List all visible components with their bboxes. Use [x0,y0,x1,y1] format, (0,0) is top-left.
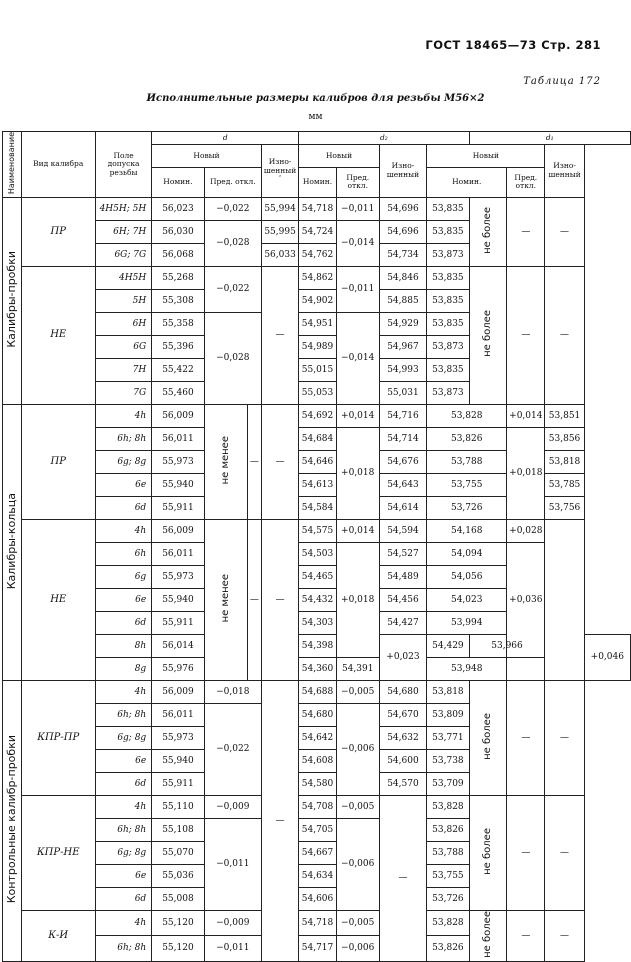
d1-deviation: +0,036 [507,542,545,657]
d1-deviation: +0,018 [507,427,545,519]
d1-notmore-3-text: не более [481,712,493,760]
tolerance-field: 6G [95,335,151,358]
gauge-kind: КПР-ПР [21,680,95,795]
d-nominal: 55,940 [152,749,205,772]
d-notless-2 [204,519,247,680]
d-nominal: 55,911 [152,772,205,795]
d2-deviation: +0,018 [336,427,379,519]
d-nominal: 55,911 [152,496,205,519]
d1-nominal: 53,788 [427,841,469,864]
d-nominal: 56,011 [152,427,205,450]
d2-worn: 54,600 [379,749,427,772]
d2-worn: 54,846 [379,266,427,289]
d2-worn: 54,391 [336,657,379,680]
d1-nominal: 54,023 [427,588,507,611]
d-worn-dash: — [261,266,298,404]
d-nominal: 55,070 [152,841,205,864]
d1-notmore-4-text: не более [481,827,493,875]
group-control-text: Контрольные калибр-пробки [4,734,18,904]
d2-deviation: −0,005 [336,910,379,935]
d1-notmore-2 [469,266,507,404]
d1-nominal: 53,835 [427,289,469,312]
d2-deviation: −0,006 [336,936,379,961]
d2-deviation: −0,006 [336,818,379,910]
tolerance-field: 4H5H; 5H [95,197,151,220]
d-worn-dash: — [261,404,298,519]
tolerance-field: 6h [95,542,151,565]
d2-nominal: 54,360 [299,657,337,680]
d-worn-dash: — [261,680,298,961]
d2-nominal: 54,580 [299,772,337,795]
d1-worn-empty [545,519,584,680]
d2-worn: 54,967 [379,335,427,358]
d1-nominal: 53,948 [427,657,507,680]
d2-nominal: 54,503 [299,542,337,565]
d1-worn: 53,851 [545,404,584,427]
d-deviation: −0,022 [204,266,261,312]
d1-nominal: 53,826 [427,818,469,841]
d1-nominal: 53,771 [427,726,469,749]
units-label: мм [308,112,323,122]
tolerance-field: 6d [95,887,151,910]
d2-worn: 54,680 [379,680,427,703]
d-dash: — [247,404,261,519]
d1-worn-header: Изно- шенный [545,145,584,198]
d2-col-header: d₂ [299,132,469,145]
d1-nominal: 53,826 [427,936,469,961]
d-deviation: −0,009 [204,910,261,935]
d-worn: 56,033 [261,243,298,266]
table-row [3,266,631,289]
d1-worn-dash: — [545,910,584,961]
d1-nominal: 53,826 [427,427,507,450]
d-nominal: 55,973 [152,565,205,588]
d-nominal: 55,358 [152,312,205,335]
d2-worn: 54,456 [379,588,427,611]
d1-nominal: 53,835 [427,220,469,243]
d1-worn-dash: — [545,197,584,266]
d-notless-1-text: не менее [219,435,231,485]
kind-col-header: Вид калибра [21,132,95,198]
d1-notmore-4 [469,795,507,910]
name-col-header: Наименование [3,132,22,198]
d-deviation: −0,011 [204,818,261,910]
tolerance-field: 6d [95,611,151,634]
d2-worn: 54,614 [379,496,427,519]
d2-nominal: 54,724 [299,220,337,243]
d2-new-header: Новый [299,145,379,168]
tolerance-field: 6g; 8g [95,841,151,864]
d2-deviation: −0,005 [336,795,379,818]
d2-worn: 54,632 [379,726,427,749]
d-notless-2-text: не менее [219,573,231,623]
d-nominal: 55,308 [152,289,205,312]
d-limit-header: Пред. откл. [204,167,261,197]
d-nominal: 55,108 [152,818,205,841]
table-row [3,542,631,565]
d2-worn: 54,696 [379,220,427,243]
d1-nominal: 53,738 [427,749,469,772]
d-nominal: 56,009 [152,519,205,542]
d2-deviation: +0,023 [379,634,427,680]
d1-nominal: 53,873 [427,335,469,358]
d2-nominal: 54,613 [299,473,337,496]
d1-limit-dash: — [507,680,545,795]
d-nominal: 55,110 [152,795,205,818]
table-row [3,404,631,427]
gauge-dimensions-table [2,131,631,962]
table-row [3,657,631,680]
tolerance-field: 6e [95,473,151,496]
d2-nominal: 54,303 [299,611,337,634]
d-nominal: 55,911 [152,611,205,634]
table-title: Исполнительные размеры калибров для резьбы М56×2 [146,93,485,104]
group-plug [3,197,22,404]
d2-nominal: 54,606 [299,887,337,910]
d2-nominal: 54,692 [299,404,337,427]
tolerance-field: 6e [95,864,151,887]
d1-nominal: 53,726 [427,887,469,910]
d-notless-1 [204,404,247,519]
d1-worn: 53,856 [545,427,584,450]
tolerance-field: 4h [95,795,151,818]
table-row [3,519,631,542]
d2-deviation: +0,018 [336,542,379,657]
tolerance-field: 6H [95,312,151,335]
tolerance-field: 4H5H [95,266,151,289]
tolerance-field: 6h; 8h [95,427,151,450]
tolerance-field: 7H [95,358,151,381]
table-row [3,680,631,703]
d-deviation: −0,022 [204,197,261,220]
d1-nominal: 53,873 [427,381,469,404]
d2-worn: 54,427 [379,611,427,634]
tolerance-field: 6d [95,496,151,519]
group-control [3,680,22,961]
gauge-kind: КПР-НЕ [21,795,95,910]
d1-nominal: 53,755 [427,864,469,887]
d-nominal: 55,120 [152,910,205,935]
d2-worn: 54,670 [379,703,427,726]
page-header: ГОСТ 18465—73 Стр. 281 [425,38,601,52]
d1-nominal: 54,168 [427,519,507,542]
tolerance-field: 6G; 7G [95,243,151,266]
d2-nominal: 54,608 [299,749,337,772]
d-worn: 55,995 [261,220,298,243]
tolerance-field: 8h [95,634,151,657]
d1-worn-dash: — [545,680,584,795]
d-nominal: 56,011 [152,703,205,726]
table-row [3,427,631,450]
d-nominal: 56,009 [152,404,205,427]
tolerance-field: 4h [95,519,151,542]
d1-nominal: 53,828 [427,910,469,935]
d2-worn: 54,489 [379,565,427,588]
d-nominal: 55,120 [152,936,205,961]
d-nominal: 56,068 [152,243,205,266]
gauge-kind: НЕ [21,519,95,680]
d2-nominal: 54,667 [299,841,337,864]
group-ring-text: Калибры-кольца [4,492,18,589]
d-deviation: −0,022 [204,703,261,795]
tolerance-field: 4h [95,910,151,935]
d2-nominal-header: Номин. [299,167,337,197]
tolerance-field: 6g; 8g [95,450,151,473]
d1-worn: 53,756 [545,496,584,519]
d1-nominal: 53,835 [427,312,469,335]
tolerance-field: 6e [95,749,151,772]
d2-nominal: 54,708 [299,795,337,818]
d-worn: 55,994 [261,197,298,220]
d2-worn-dash: — [379,795,427,961]
d1-deviation: +0,014 [507,404,545,427]
d2-nominal: 54,646 [299,450,337,473]
d2-worn: 54,429 [427,634,469,657]
d2-nominal: 54,398 [299,634,337,657]
d1-nominal: 53,755 [427,473,507,496]
d2-nominal: 54,584 [299,496,337,519]
tolerance-field: 4h [95,404,151,427]
d1-notmore-5 [469,910,507,961]
d1-nominal: 53,966 [469,634,545,657]
d1-nominal: 53,809 [427,703,469,726]
tolerance-field: 6h; 8h [95,818,151,841]
d2-nominal: 54,762 [299,243,337,266]
d1-limit-header: Пред. откл. [507,167,545,197]
d2-nominal: 54,642 [299,726,337,749]
d1-worn-dash: — [545,795,584,910]
d2-deviation: +0,014 [336,519,379,542]
table-number: Таблица 172 [523,76,601,87]
d1-nominal: 53,788 [427,450,507,473]
d-deviation: −0,028 [204,220,261,266]
d-nominal: 55,973 [152,726,205,749]
tolerance-col-header: Поле допуска резьбы [95,132,151,198]
d2-worn: 54,714 [379,427,427,450]
d1-col-header: d₁ [469,132,630,145]
gauge-kind: К-И [21,910,95,961]
d1-nominal: 53,828 [427,795,469,818]
d2-worn: 54,594 [379,519,427,542]
gauge-kind: НЕ [21,266,95,404]
d2-worn: 54,716 [379,404,427,427]
d1-nominal: 53,835 [427,266,469,289]
d-nominal: 56,009 [152,680,205,703]
gauge-kind: ПР [21,404,95,519]
group-plug-text: Калибры-пробки [4,250,18,348]
d2-nominal: 54,718 [299,910,337,935]
d1-nominal: 53,873 [427,243,469,266]
d1-deviation: +0,046 [584,634,630,680]
d2-nominal: 54,680 [299,703,337,726]
table-row [3,634,631,657]
d1-nominal: 54,094 [427,542,507,565]
d-deviation: −0,009 [204,795,261,818]
d-nominal: 55,460 [152,381,205,404]
d-nominal: 55,396 [152,335,205,358]
d2-worn: 54,696 [379,197,427,220]
tolerance-field: 6h; 8h [95,936,151,961]
d2-nominal: 54,705 [299,818,337,841]
d2-worn: 54,676 [379,450,427,473]
d2-nominal: 54,862 [299,266,337,289]
tolerance-field: 4h [95,680,151,703]
tolerance-field: 6e [95,588,151,611]
d-nominal: 56,023 [152,197,205,220]
d2-nominal: 54,951 [299,312,337,335]
d1-limit-dash: — [507,910,545,961]
d-worn-header: Изно- шенный ʹ [261,145,298,198]
d2-limit-header: Пред. откл. [336,167,379,197]
d2-deviation: −0,014 [336,312,379,404]
d-nominal: 56,011 [152,542,205,565]
d1-limit-dash: — [507,197,545,266]
d2-nominal: 54,465 [299,565,337,588]
d-deviation: −0,018 [204,680,261,703]
d1-nominal-header: Номин. [427,167,507,197]
d-nominal: 55,976 [152,657,205,680]
d-nominal: 55,940 [152,588,205,611]
d-nominal: 55,036 [152,864,205,887]
gauge-kind: ПР [21,197,95,266]
d2-deviation: −0,005 [336,680,379,703]
d2-nominal: 54,717 [299,936,337,961]
d1-deviation: +0,028 [507,519,545,542]
d-nominal-header: Номин. [152,167,205,197]
d2-deviation: −0,011 [336,266,379,312]
d2-worn: 54,527 [379,542,427,565]
d1-notmore-1-text: не более [481,206,493,254]
d-nominal: 55,973 [152,450,205,473]
tolerance-field: 6g [95,565,151,588]
d-nominal: 56,030 [152,220,205,243]
d1-worn: 53,818 [545,450,584,473]
d2-nominal: 54,634 [299,864,337,887]
d2-deviation: +0,014 [336,404,379,427]
d1-nominal: 53,835 [427,197,469,220]
d1-notmore-1 [469,197,507,266]
d2-nominal: 55,015 [299,358,337,381]
d-nominal: 55,940 [152,473,205,496]
d2-worn: 54,929 [379,312,427,335]
d2-worn: 54,734 [379,243,427,266]
d2-worn: 54,643 [379,473,427,496]
d1-nominal: 54,056 [427,565,507,588]
tolerance-field: 8g [95,657,151,680]
tolerance-field: 6H; 7H [95,220,151,243]
d-nominal: 55,422 [152,358,205,381]
d-dash: — [247,519,261,680]
table-row [3,197,631,220]
tolerance-field: 6g; 8g [95,726,151,749]
d-nominal: 55,268 [152,266,205,289]
group-ring [3,404,22,680]
d2-deviation: −0,011 [336,197,379,220]
tolerance-field: 6d [95,772,151,795]
d2-worn: 54,570 [379,772,427,795]
d1-notmore-5-text: не более [481,910,493,958]
d2-worn: 54,993 [379,358,427,381]
d1-notmore-2-text: не более [481,310,493,358]
table-row [3,795,631,818]
d1-limit-dash: — [507,795,545,910]
tolerance-field: 6h; 8h [95,703,151,726]
d2-nominal: 54,902 [299,289,337,312]
d2-deviation: −0,006 [336,703,379,795]
d1-limit-dash: — [507,266,545,404]
d-col-header: d [152,132,299,145]
d-new-header: Новый [152,145,262,168]
d2-nominal: 54,575 [299,519,337,542]
d-nominal: 55,008 [152,887,205,910]
d2-nominal: 54,688 [299,680,337,703]
d1-worn: 53,785 [545,473,584,496]
tolerance-field: 7G [95,381,151,404]
d1-notmore-3 [469,680,507,795]
d2-worn: 54,885 [379,289,427,312]
d2-nominal: 54,989 [299,335,337,358]
d1-nominal: 53,709 [427,772,469,795]
d2-worn: 55,031 [379,381,427,404]
d1-worn-dash: — [545,266,584,404]
table-row [3,910,631,935]
d1-nominal: 53,835 [427,358,469,381]
d-deviation: −0,011 [204,936,261,961]
d2-nominal: 55,053 [299,381,337,404]
d1-nominal: 53,828 [427,404,507,427]
d1-nominal: 53,818 [427,680,469,703]
d2-deviation: −0,014 [336,220,379,266]
d2-nominal: 54,718 [299,197,337,220]
d1-new-header: Новый [427,145,545,168]
d-nominal: 56,014 [152,634,205,657]
d2-worn-header: Изно- шенный [379,145,427,198]
tolerance-field: 5H [95,289,151,312]
d-worn-dash: — [261,519,298,680]
d1-nominal: 53,726 [427,496,507,519]
d1-nominal: 53,994 [427,611,507,634]
d2-nominal: 54,684 [299,427,337,450]
d2-nominal: 54,432 [299,588,337,611]
d-deviation: −0,028 [204,312,261,404]
